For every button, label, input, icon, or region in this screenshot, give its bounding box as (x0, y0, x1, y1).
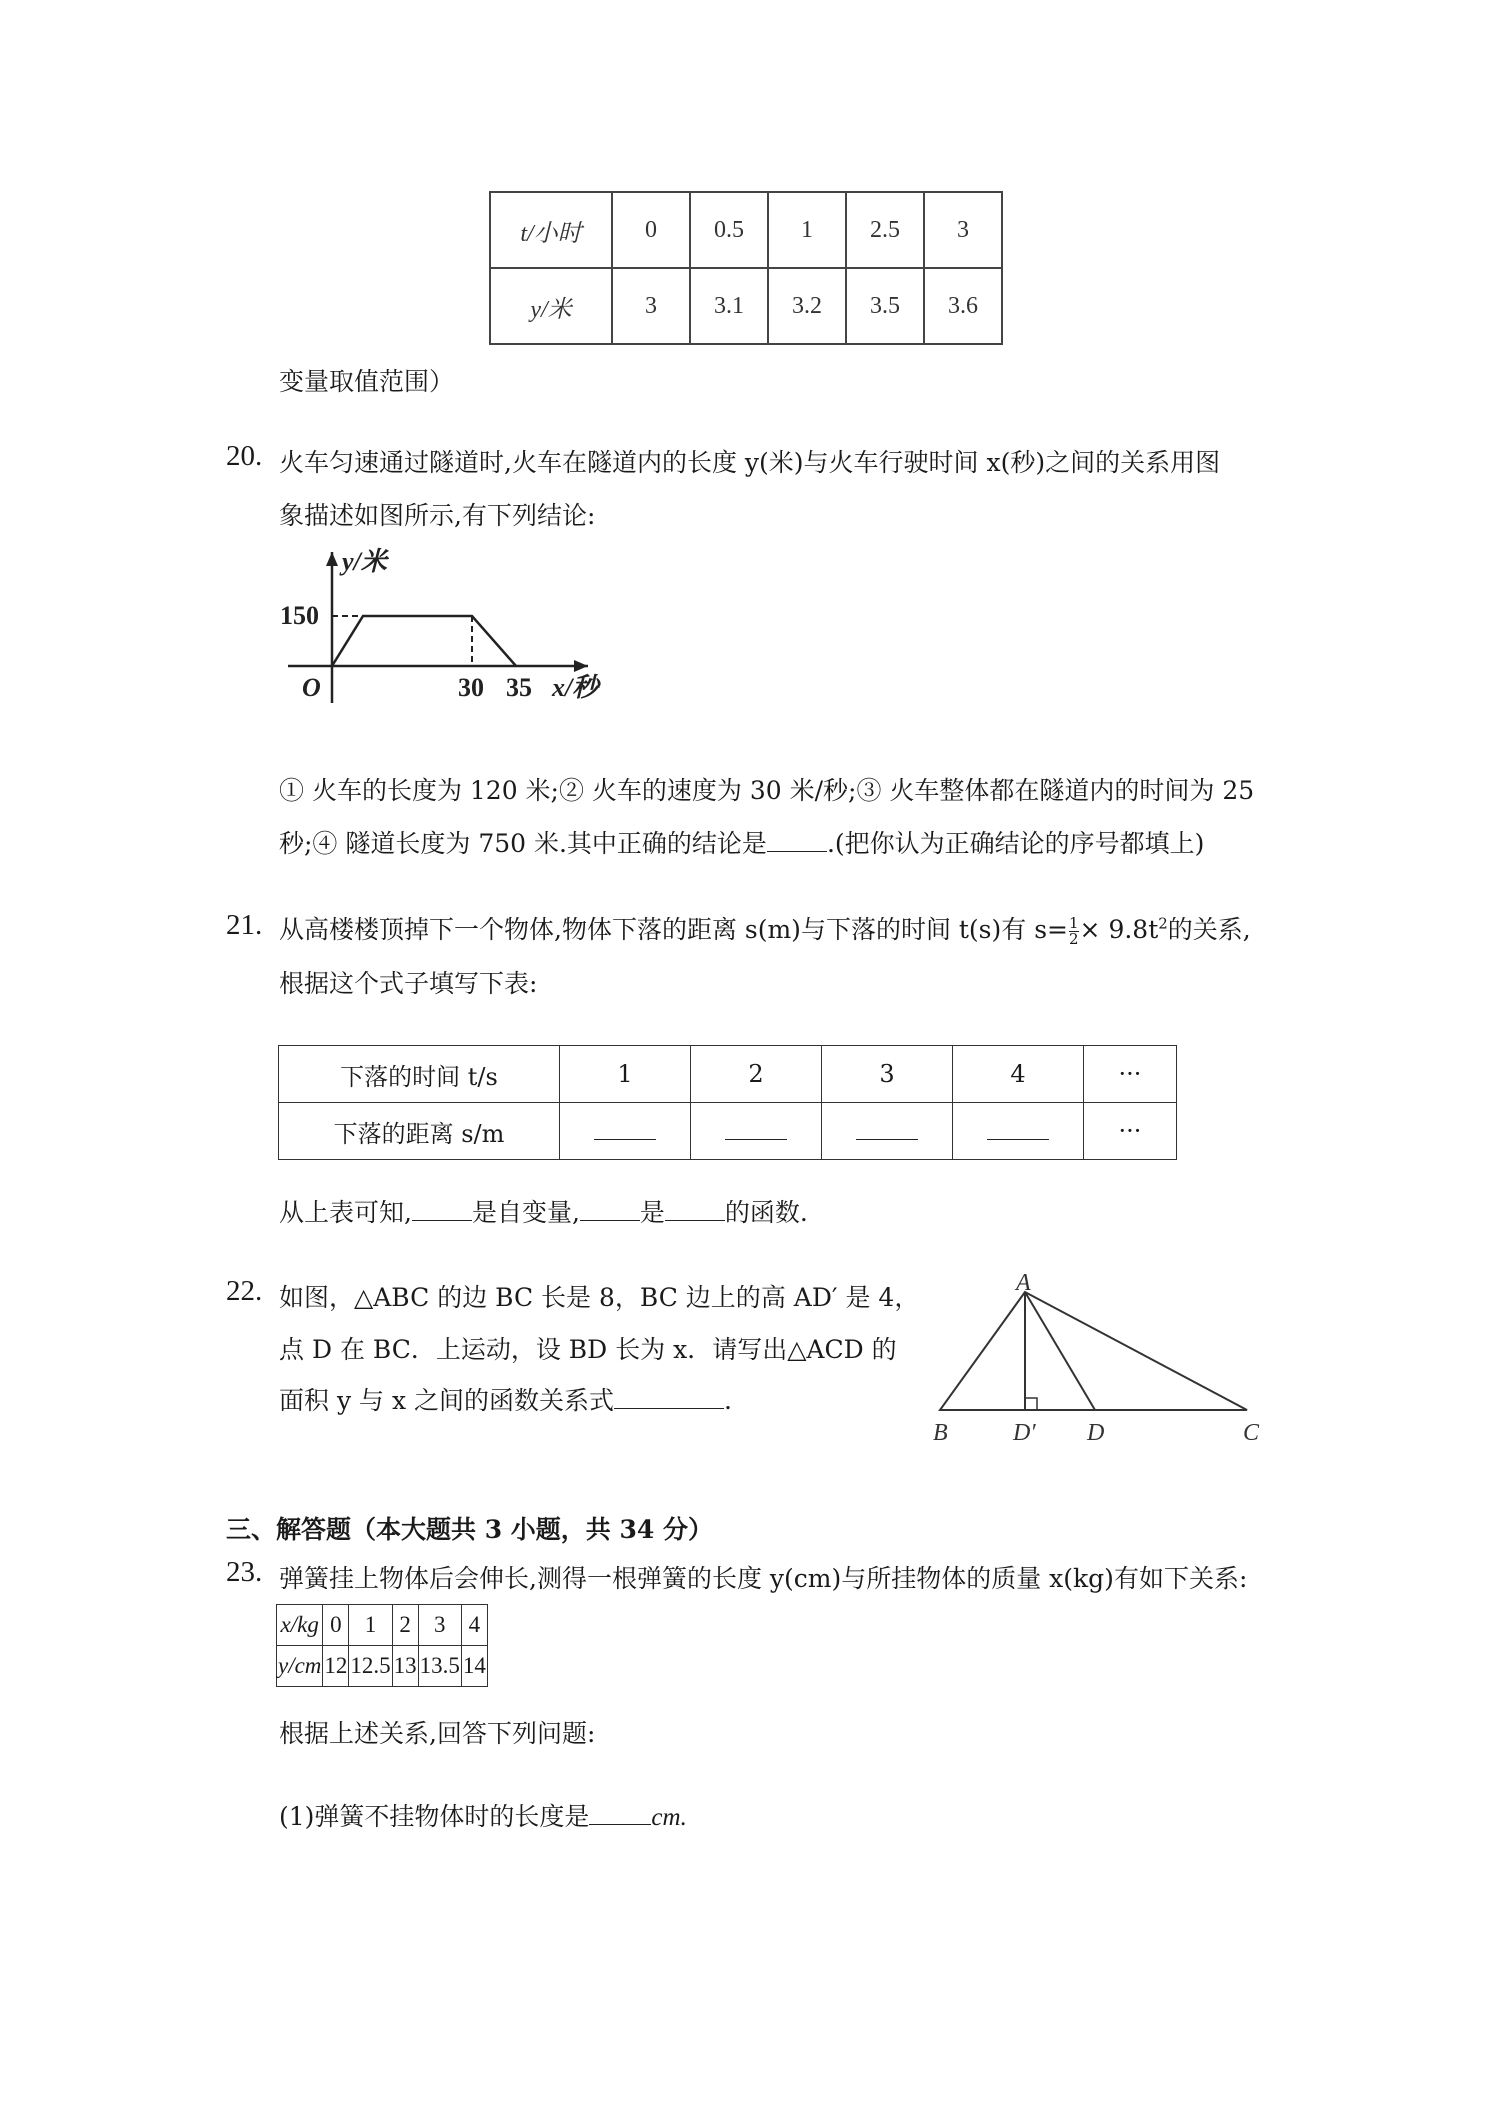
q21-text-line2: 根据这个式子填写下表: (279, 969, 538, 998)
table-cell: 3 (822, 1046, 953, 1103)
carryover-text: 变量取值范围） (279, 367, 455, 396)
answer-blank[interactable] (614, 1386, 724, 1409)
y-tick-label: 150 (280, 601, 319, 630)
q21-after-text: 是自变量, (471, 1198, 580, 1227)
fraction-denominator: 2 (1069, 930, 1079, 948)
point-label-d-prime: D′ (1013, 1420, 1036, 1445)
q23-sub1-unit: cm. (651, 1804, 687, 1831)
question-number: 23. (226, 1556, 263, 1588)
table-header-y: y/cm (277, 1646, 323, 1687)
q20-conclusions-line2 (279, 824, 1204, 860)
table-cell: 0.5 (690, 192, 768, 268)
q20-text-line1: 火车匀速通过隧道时,火车在隧道内的长度 y(米)与火车行驶时间 x(秒)之间的关系用图 (279, 448, 1221, 477)
q22-text-line1: 如图，△ABC 的边 BC 长是 8，BC 边上的高 AD′ 是 4， (279, 1283, 920, 1312)
q21-after-line (279, 1193, 808, 1229)
table-cell: 4 (953, 1046, 1084, 1103)
answer-blank[interactable] (412, 1198, 472, 1221)
table-cell: 1 (560, 1046, 691, 1103)
table-cell: 2 (392, 1605, 418, 1646)
table-cell: 1 (768, 192, 846, 268)
y-axis-label: y/米 (342, 547, 387, 576)
table-cell: 3.6 (924, 268, 1002, 344)
table-cell: 13.5 (418, 1646, 461, 1687)
table-cell (560, 1103, 691, 1160)
table-row (279, 1103, 1177, 1160)
table-cell: 0 (612, 192, 690, 268)
q21-after-text: 从上表可知, (279, 1198, 412, 1227)
table-cell: 4 (461, 1605, 487, 1646)
q22-text-tail: . (724, 1386, 732, 1415)
table-header-x: x/kg (277, 1605, 323, 1646)
q20-conclusions-line1: ① 火车的长度为 120 米;② 火车的速度为 30 米/秒;③ 火车整体都在隧道内的时间为 25 (279, 776, 1255, 805)
question-number: 21. (226, 909, 263, 941)
question-number: 22. (226, 1275, 263, 1307)
table-cell: 3 (418, 1605, 461, 1646)
triangle-figure (925, 1270, 1275, 1445)
q23-text-line1: 弹簧挂上物体后会伸长,测得一根弹簧的长度 y(cm)与所挂物体的质量 x(kg)有如下关系: (279, 1564, 1248, 1593)
vertex-label-c: C (1243, 1420, 1260, 1445)
origin-label: O (302, 673, 321, 702)
answer-blank[interactable] (594, 1117, 656, 1140)
table-cell: 3 (924, 192, 1002, 268)
q22-text-line2: 点 D 在 BC．上运动，设 BD 长为 x．请写出△ACD 的 (279, 1335, 897, 1364)
x-axis-arrow (574, 660, 588, 672)
table-header-t: t/小时 (490, 192, 612, 268)
answer-blank[interactable] (665, 1198, 725, 1221)
row-label-distance: 下落的距离 s/m (279, 1103, 560, 1160)
table-row (490, 268, 1002, 344)
q21-text: 从高楼楼顶掉下一个物体,物体下落的距离 s(m)与下落的时间 t(s)有 s= (279, 915, 1068, 944)
y-axis-arrow (326, 552, 338, 566)
table-row (490, 192, 1002, 268)
series-line (332, 616, 516, 666)
answer-blank[interactable] (725, 1117, 787, 1140)
answer-blank[interactable] (987, 1117, 1049, 1140)
q20-graph (270, 540, 630, 715)
time-height-table (489, 191, 1003, 345)
answer-blank[interactable] (856, 1117, 918, 1140)
table-row (279, 1046, 1177, 1103)
table-cell: ··· (1084, 1103, 1177, 1160)
q23-text-line2: 根据上述关系,回答下列问题: (279, 1719, 596, 1748)
table-cell: ··· (1084, 1046, 1177, 1103)
point-label-d: D (1087, 1420, 1105, 1445)
vertex-label-b: B (933, 1420, 948, 1445)
table-cell: 13 (392, 1646, 418, 1687)
table-cell: 2.5 (846, 192, 924, 268)
q22-text-line3 (279, 1381, 732, 1417)
answer-blank[interactable] (589, 1802, 651, 1825)
table-cell: 1 (349, 1605, 392, 1646)
table-cell (953, 1103, 1084, 1160)
q20-conclusions-text: 秒;④ 隧道长度为 750 米.其中正确的结论是 (279, 829, 767, 858)
fall-table (278, 1045, 1177, 1160)
fraction-numerator: 1 (1069, 914, 1079, 932)
table-cell: 14 (461, 1646, 487, 1687)
triangle-abc (940, 1292, 1247, 1410)
table-cell: 0 (323, 1605, 349, 1646)
section-heading: 三、解答题（本大题共 3 小题，共 34 分） (226, 1515, 714, 1544)
q23-sub1 (279, 1797, 687, 1833)
q21-text-tail: 的关系, (1167, 915, 1251, 944)
table-cell (822, 1103, 953, 1160)
answer-blank[interactable] (767, 829, 827, 852)
q21-formula: × 9.8t (1079, 915, 1159, 944)
table-cell: 2 (691, 1046, 822, 1103)
question-number: 20. (226, 440, 263, 472)
row-label-time: 下落的时间 t/s (279, 1046, 560, 1103)
table-cell: 12 (323, 1646, 349, 1687)
table-cell: 12.5 (349, 1646, 392, 1687)
x-tick-label: 30 (458, 673, 484, 702)
q22-text: 面积 y 与 x 之间的函数关系式 (279, 1386, 615, 1415)
exponent: 2 (1158, 914, 1168, 933)
table-cell: 3.5 (846, 268, 924, 344)
q21-after-text: 的函数. (724, 1198, 808, 1227)
x-tick-label: 35 (506, 673, 532, 702)
fraction (1069, 916, 1079, 947)
x-axis-label: x/秒 (552, 673, 599, 702)
spring-table (276, 1604, 488, 1687)
table-header-y: y/米 (490, 268, 612, 344)
right-angle-mark (1025, 1398, 1037, 1410)
table-cell: 3.1 (690, 268, 768, 344)
table-cell (691, 1103, 822, 1160)
table-row (277, 1646, 488, 1687)
table-cell: 3.2 (768, 268, 846, 344)
table-cell: 3 (612, 268, 690, 344)
q20-text-line2: 象描述如图所示,有下列结论: (279, 501, 596, 530)
q20-conclusions-tail: .(把你认为正确结论的序号都填上) (826, 829, 1205, 858)
q23-sub1-text: (1)弹簧不挂物体时的长度是 (279, 1802, 590, 1831)
table-row (277, 1605, 488, 1646)
vertex-label-a: A (1016, 1270, 1031, 1296)
q21-after-text: 是 (639, 1198, 665, 1227)
q21-text-line1 (279, 910, 1251, 947)
answer-blank[interactable] (580, 1198, 640, 1221)
